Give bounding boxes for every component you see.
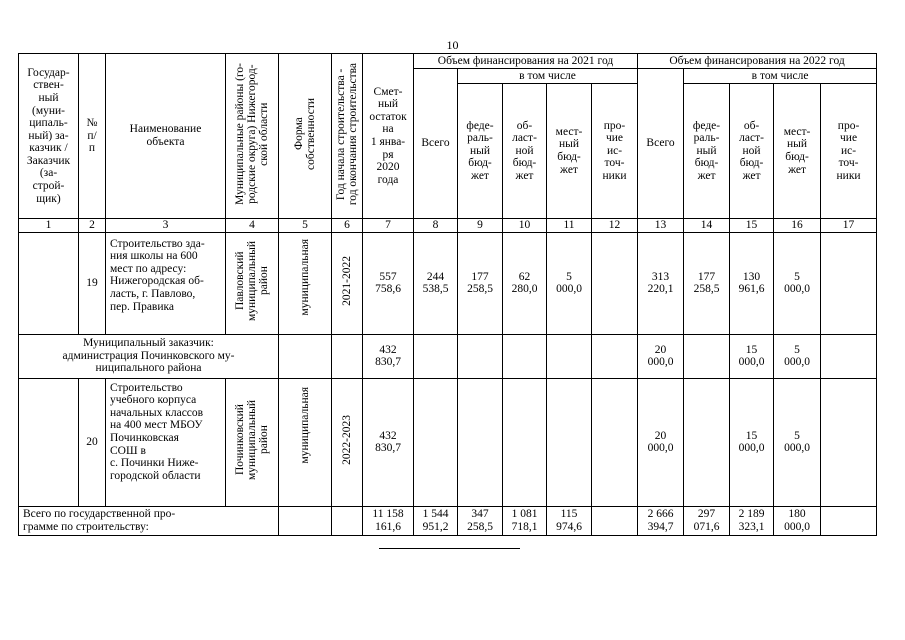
header-customer: Государ- ствен- ный (муни- ципаль- ный) за- казчик / Заказчик (за- строй- щик) — [19, 54, 79, 219]
local-2022: 5 000,0 — [774, 334, 821, 378]
years: 2022-2023 — [332, 378, 363, 506]
table-row-20 — [19, 378, 877, 506]
header-fin-2021: Объем финансирования на 2021 год — [414, 54, 638, 69]
table-row-total — [19, 506, 877, 535]
regional-2022: 130 961,6 — [730, 232, 774, 334]
col-num: 16 — [774, 219, 821, 233]
local-2022: 180 000,0 — [774, 506, 821, 535]
col-num: 1 — [19, 219, 79, 233]
header-total-2022: Всего — [638, 69, 684, 219]
local-2022: 5 000,0 — [774, 232, 821, 334]
header-years: Год начала строительства - год окончания строительства — [332, 54, 363, 219]
header-regional-2022: об- ласт- ной бюд- жет — [730, 84, 774, 219]
ownership: муниципальная — [279, 232, 332, 334]
header-including-2021: в том числе — [458, 69, 638, 84]
regional-2021: 62 280,0 — [503, 232, 547, 334]
regional-2022: 15 000,0 — [730, 378, 774, 506]
header-total-2021: Всего — [414, 69, 458, 219]
district: Павловский муниципальный район — [226, 232, 279, 334]
total-2022: 20 000,0 — [638, 378, 684, 506]
page-number: 10 — [446, 38, 459, 52]
header-regional-2021: об- ласт- ной бюд- жет — [503, 84, 547, 219]
federal-2021: 177 258,5 — [458, 232, 503, 334]
header-federal-2022: феде- раль- ный бюд- жет — [684, 84, 730, 219]
local-2021: 115 974,6 — [547, 506, 592, 535]
col-num: 12 — [592, 219, 638, 233]
ownership: муниципальная — [279, 378, 332, 506]
header-local-2022: мест- ный бюд- жет — [774, 84, 821, 219]
header-ownership: Форма собственности — [279, 54, 332, 219]
balance: 432 830,7 — [363, 378, 414, 506]
customer-label: Муниципальный заказчик: администрация Починковского му- ниципального района — [19, 334, 279, 378]
col-num: 11 — [547, 219, 592, 233]
local-2021: 5 000,0 — [547, 232, 592, 334]
col-num: 7 — [363, 219, 414, 233]
col-num: 8 — [414, 219, 458, 233]
total-2022: 20 000,0 — [638, 334, 684, 378]
regional-2022: 15 000,0 — [730, 334, 774, 378]
total-label: Всего по государственной про- грамме по строительству: — [19, 506, 279, 535]
object-name: Строительство зда- ния школы на 600 мест по адресу: Нижегородская об- ласть, г. Павлово, пер. Правика — [106, 232, 226, 334]
col-num: 10 — [503, 219, 547, 233]
column-numbers-row — [19, 219, 877, 233]
col-num: 17 — [821, 219, 877, 233]
col-num: 15 — [730, 219, 774, 233]
years: 2021-2022 — [332, 232, 363, 334]
total-2021: 244 538,5 — [414, 232, 458, 334]
header-other-2021: про- чие ис- точ- ники — [592, 84, 638, 219]
balance: 432 830,7 — [363, 334, 414, 378]
header-balance: Смет- ный остаток на 1 янва- ря 2020 года — [363, 54, 414, 219]
row-number: 20 — [79, 378, 106, 506]
regional-2021: 1 081 718,1 — [503, 506, 547, 535]
other-2021 — [592, 232, 638, 334]
header-object-name: Наименование объекта — [106, 54, 226, 219]
district: Починковский муниципальный район — [226, 378, 279, 506]
col-num: 4 — [226, 219, 279, 233]
table-row-19 — [19, 232, 877, 334]
row-number: 19 — [79, 232, 106, 334]
total-2021: 1 544 951,2 — [414, 506, 458, 535]
total-2022: 2 666 394,7 — [638, 506, 684, 535]
col-num: 5 — [279, 219, 332, 233]
col-num: 2 — [79, 219, 106, 233]
header-fin-2022: Объем финансирования на 2022 год — [638, 54, 877, 69]
header-other-2022: про- чие ис- точ- ники — [821, 84, 877, 219]
col-num: 14 — [684, 219, 730, 233]
local-2022: 5 000,0 — [774, 378, 821, 506]
header-districts: Муниципальные районы (го- родские округа) Нижегород- ской области — [226, 54, 279, 219]
financing-table — [18, 53, 877, 536]
federal-2022: 297 071,6 — [684, 506, 730, 535]
header-including-2022: в том числе — [684, 69, 877, 84]
col-num: 6 — [332, 219, 363, 233]
footnote-separator — [379, 548, 520, 549]
header-num: № п/ п — [79, 54, 106, 219]
balance: 557 758,6 — [363, 232, 414, 334]
col-num: 9 — [458, 219, 503, 233]
header-federal-2021: феде- раль- ный бюд- жет — [458, 84, 503, 219]
other-2022 — [821, 232, 877, 334]
object-name: Строительство учебного корпуса начальных классов на 400 мест МБОУ Починковская СОШ в с. Починки Ниже- городской области — [106, 378, 226, 506]
balance: 11 158 161,6 — [363, 506, 414, 535]
federal-2021: 347 258,5 — [458, 506, 503, 535]
total-2022: 313 220,1 — [638, 232, 684, 334]
table-row-customer — [19, 334, 877, 378]
header-local-2021: мест- ный бюд- жет — [547, 84, 592, 219]
regional-2022: 2 189 323,1 — [730, 506, 774, 535]
col-num: 3 — [106, 219, 226, 233]
federal-2022: 177 258,5 — [684, 232, 730, 334]
col-num: 13 — [638, 219, 684, 233]
